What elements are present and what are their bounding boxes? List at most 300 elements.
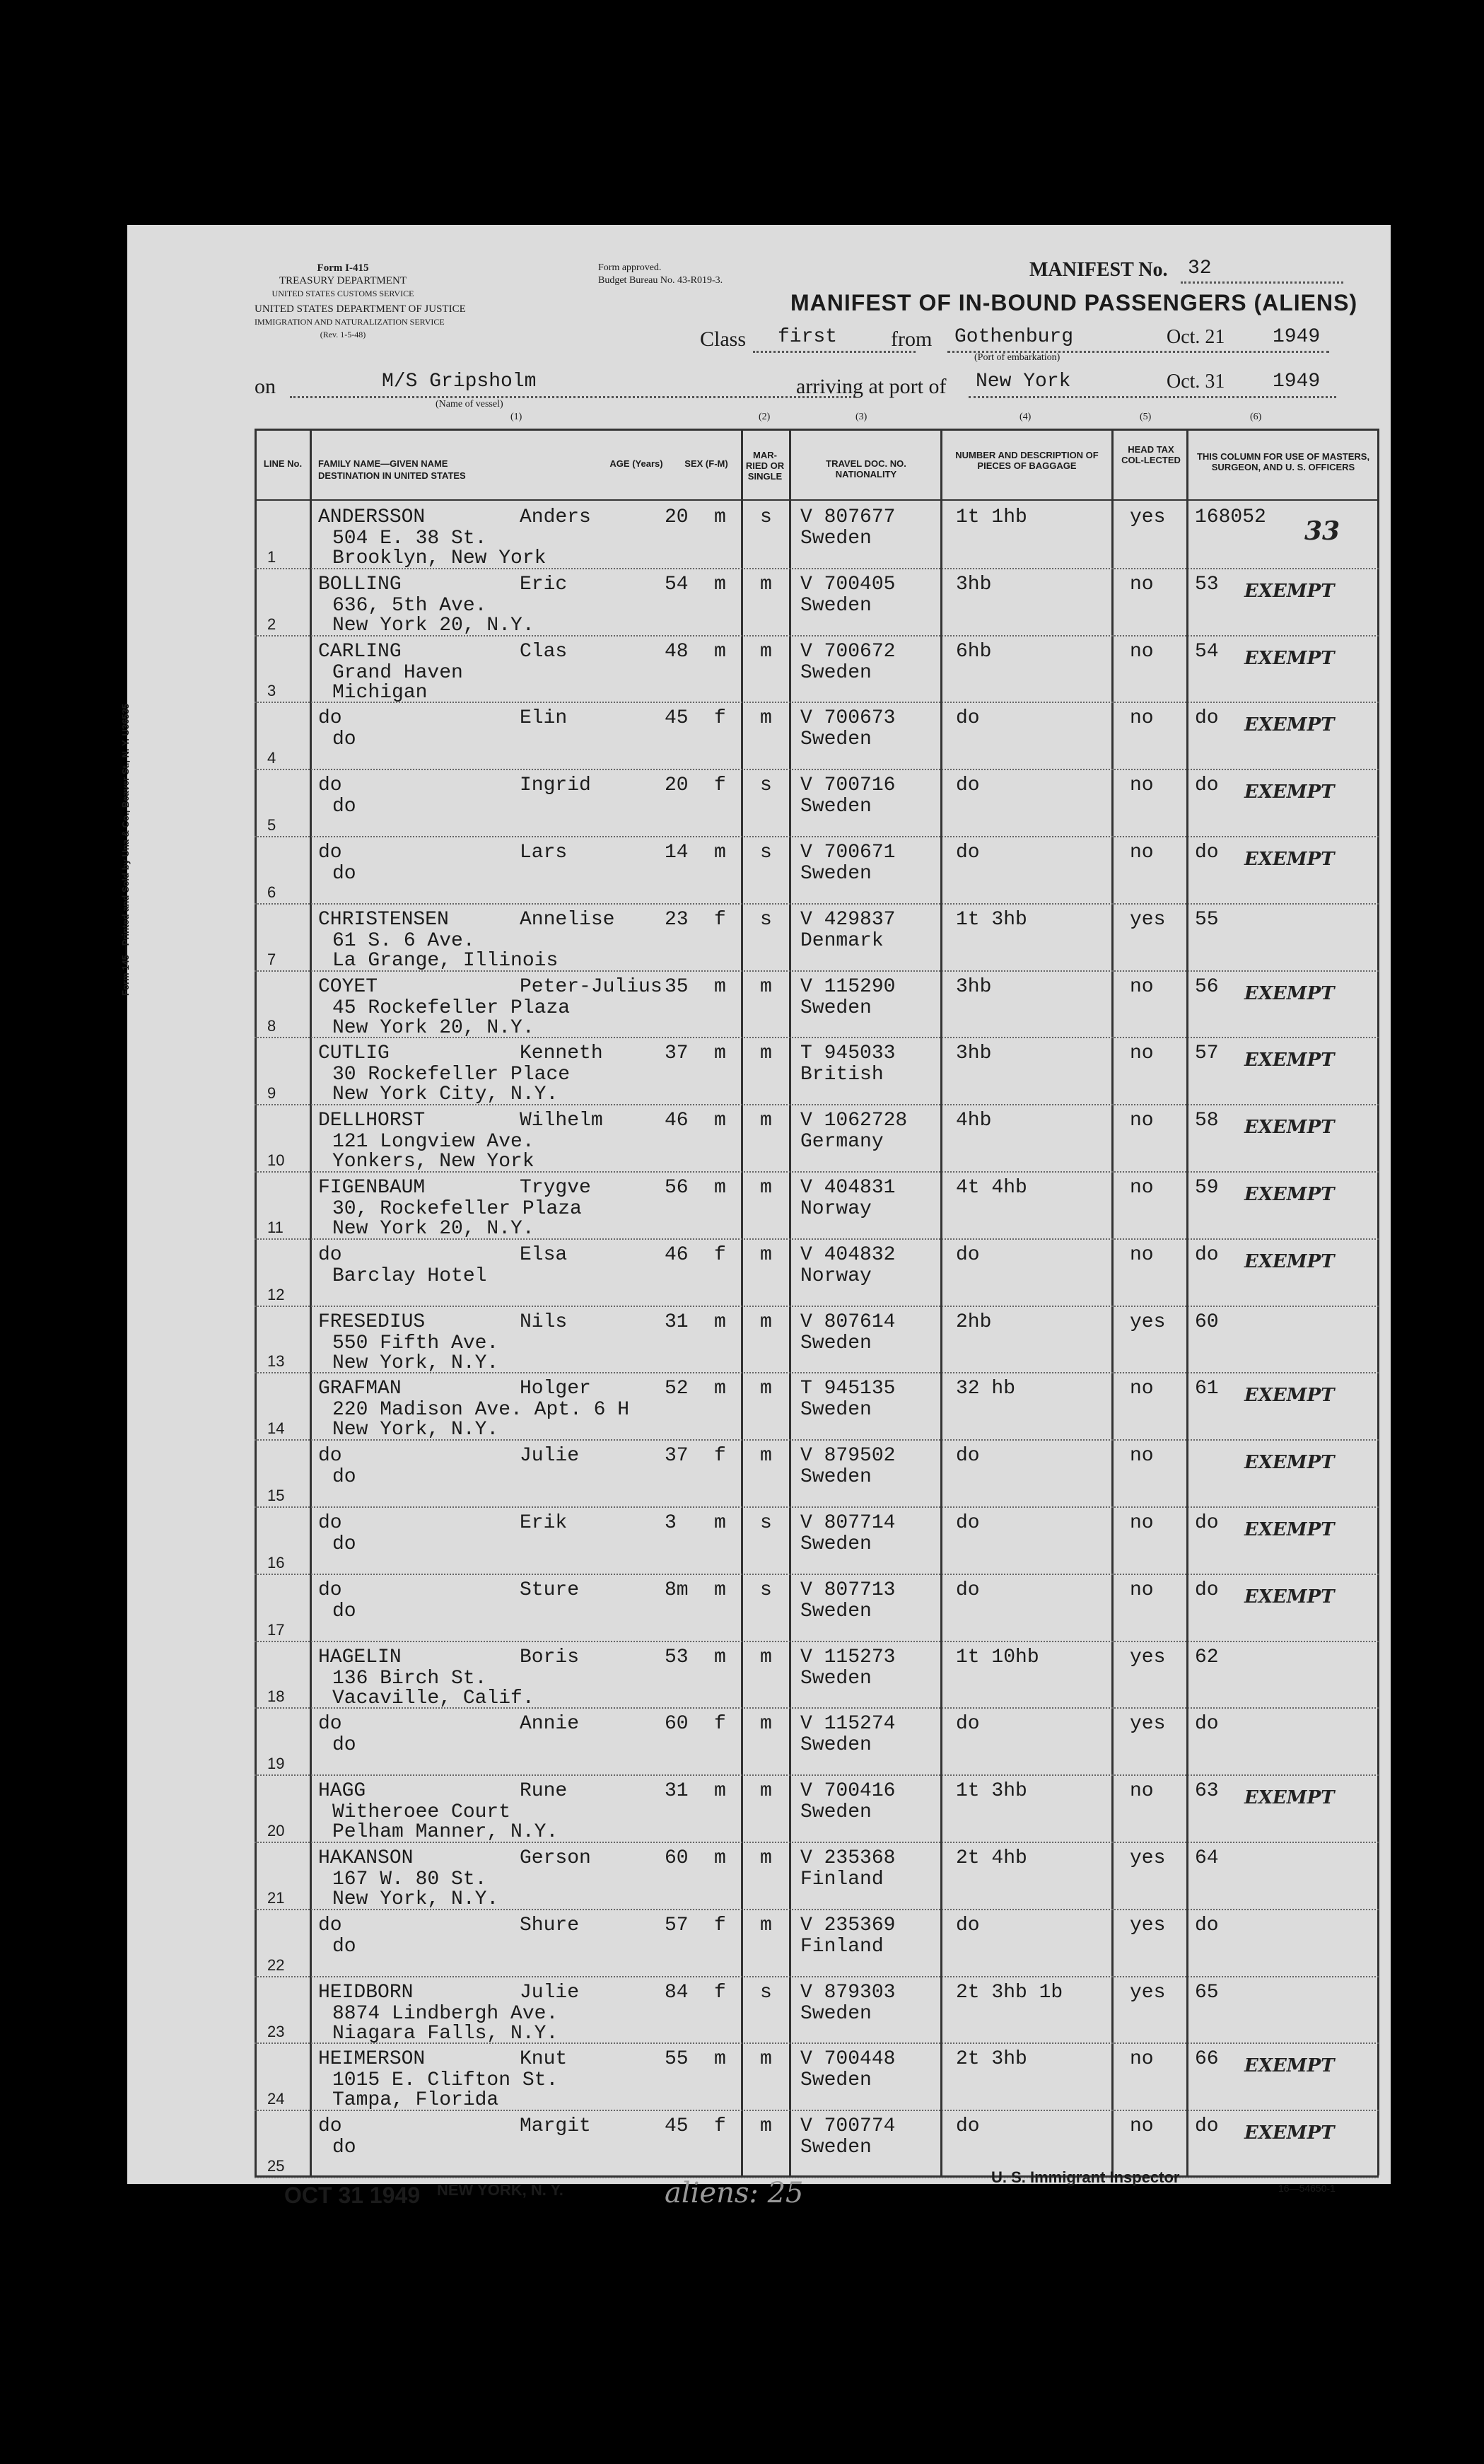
destination-line-1: do xyxy=(332,1533,356,1555)
age: 37 xyxy=(665,1042,689,1065)
officer-number: do xyxy=(1195,1243,1219,1266)
line-number: 9 xyxy=(267,1084,276,1103)
sex: m xyxy=(714,1579,726,1601)
head-tax: no xyxy=(1130,1512,1154,1534)
col-header-name: FAMILY NAME—GIVEN NAME xyxy=(318,458,448,469)
age: 23 xyxy=(665,908,689,931)
on-label: on xyxy=(255,375,276,398)
inspector-label: U. S. Immigrant Inspector xyxy=(991,2168,1180,2186)
given-name: Annelise xyxy=(520,908,615,931)
baggage: 4hb xyxy=(956,1110,992,1132)
destination-line-1: 220 Madison Ave. Apt. 6 H xyxy=(332,1399,630,1422)
age: 60 xyxy=(665,1847,689,1869)
sex: m xyxy=(714,2048,726,2071)
given-name: Knut xyxy=(520,2048,568,2071)
nationality: Norway xyxy=(800,1265,872,1287)
line-number: 12 xyxy=(267,1285,285,1303)
destination-line-1: do xyxy=(332,728,356,751)
given-name: Kenneth xyxy=(520,1042,603,1065)
col-header-officers: THIS COLUMN FOR USE OF MASTERS, SURGEON, AND U. S. OFFICERS xyxy=(1196,451,1370,472)
family-name: ANDERSSON xyxy=(318,506,426,528)
line-number: 21 xyxy=(267,1888,285,1907)
family-name: do xyxy=(318,1914,342,1936)
officer-number: 168052 xyxy=(1195,506,1266,528)
line-number: 5 xyxy=(267,816,276,834)
baggage: 2t 3hb xyxy=(956,2048,1027,2071)
marital-status: s xyxy=(760,908,772,931)
sex: m xyxy=(714,640,726,663)
marital-status: m xyxy=(760,573,772,595)
given-name: Sture xyxy=(520,1579,580,1601)
given-name: Gerson xyxy=(520,1847,591,1869)
marital-status: s xyxy=(760,1579,772,1601)
line-number: 4 xyxy=(267,749,276,767)
col-num: (6) xyxy=(1250,412,1262,422)
given-name: Boris xyxy=(520,1646,580,1668)
aliens-note: aliens: 25 xyxy=(665,2177,804,2209)
from-value: Gothenburg xyxy=(954,326,1074,348)
col-header-travel: TRAVEL DOC. NO. NATIONALITY xyxy=(826,458,906,480)
age: 31 xyxy=(665,1311,689,1333)
line-number: 7 xyxy=(267,950,276,968)
destination-line-2: New York, N.Y. xyxy=(332,1888,499,1910)
sex: f xyxy=(714,1243,726,1266)
col-header-married: MAR-RIED OR SINGLE xyxy=(745,450,785,482)
destination-line-1: 45 Rockefeller Plaza xyxy=(332,996,571,1019)
destination-line-1: 636, 5th Ave. xyxy=(332,594,487,617)
given-name: Clas xyxy=(520,640,568,663)
col-num: (2) xyxy=(759,412,771,422)
marital-status: m xyxy=(760,1646,772,1668)
col-num: (4) xyxy=(1019,412,1032,422)
manifest-page xyxy=(120,225,1391,2209)
travel-doc-no: V 807714 xyxy=(800,1512,896,1534)
head-tax: no xyxy=(1130,842,1154,864)
head-tax: no xyxy=(1130,774,1154,797)
col-header-age: AGE (Years) xyxy=(609,458,663,469)
family-name: do xyxy=(318,1579,342,1601)
baggage: do xyxy=(956,2115,980,2138)
head-tax: no xyxy=(1130,1042,1154,1065)
officer-number: 57 xyxy=(1195,1042,1219,1065)
destination-line-1: 504 E. 38 St. xyxy=(332,528,487,550)
destination-line-2: Tampa, Florida xyxy=(332,2089,499,2112)
baggage: do xyxy=(956,1914,980,1936)
nationality: Sweden xyxy=(800,1734,872,1757)
line-number: 16 xyxy=(267,1553,285,1571)
officer-number: do xyxy=(1195,1579,1219,1601)
age: 37 xyxy=(665,1445,689,1468)
officer-number: 61 xyxy=(1195,1378,1219,1400)
line-number: 3 xyxy=(267,682,276,700)
officer-number: do xyxy=(1195,842,1219,864)
marital-status: m xyxy=(760,1177,772,1199)
destination-line-1: 121 Longview Ave. xyxy=(332,1131,534,1153)
head-tax: no xyxy=(1130,1445,1154,1468)
officer-number: do xyxy=(1195,1512,1219,1534)
baggage: do xyxy=(956,1512,980,1534)
officer-number: 66 xyxy=(1195,2048,1219,2071)
sex: m xyxy=(714,1311,726,1333)
baggage: do xyxy=(956,1445,980,1468)
form-code: 16—54650-1 xyxy=(1278,2183,1336,2194)
destination-line-2: Yonkers, New York xyxy=(332,1151,534,1173)
stamp-place: NEW YORK, N. Y. xyxy=(437,2181,563,2199)
sex: m xyxy=(714,1042,726,1065)
officer-number: 60 xyxy=(1195,1311,1219,1333)
destination-line-2: New York, N.Y. xyxy=(332,1419,499,1441)
baggage: 1t 3hb xyxy=(956,908,1027,931)
nationality: Sweden xyxy=(800,1667,872,1690)
baggage: 4t 4hb xyxy=(956,1177,1027,1199)
age: 53 xyxy=(665,1646,689,1668)
nationality: Sweden xyxy=(800,728,872,751)
family-name: do xyxy=(318,707,342,730)
marital-status: m xyxy=(760,1311,772,1333)
destination-line-2: Michigan xyxy=(332,681,428,704)
sex: f xyxy=(714,908,726,931)
side-print: Form 145—Printed and Sold by Una & Co., Beaver St., N. Y. U36535 xyxy=(120,704,131,996)
head-tax: yes xyxy=(1130,1311,1166,1333)
port-embark-note: (Port of embarkation) xyxy=(974,352,1061,363)
sex: m xyxy=(714,1512,726,1534)
travel-doc-no: V 115273 xyxy=(800,1646,896,1668)
given-name: Julie xyxy=(520,1981,580,2004)
marital-status: m xyxy=(760,2048,772,2071)
destination-line-2: Brooklyn, New York xyxy=(332,547,547,569)
age: 48 xyxy=(665,640,689,663)
given-name: Shure xyxy=(520,1914,580,1936)
baggage: 1t 1hb xyxy=(956,506,1027,528)
head-tax: no xyxy=(1130,573,1154,595)
baggage: 1t 3hb xyxy=(956,1780,1027,1803)
line-number: 18 xyxy=(267,1687,285,1706)
family-name: do xyxy=(318,2115,342,2138)
sex: f xyxy=(714,774,726,797)
travel-doc-no: V 115274 xyxy=(800,1713,896,1736)
baggage: do xyxy=(956,842,980,864)
destination-line-2: Pelham Manner, N.Y. xyxy=(332,1821,559,1844)
family-name: CUTLIG xyxy=(318,1042,390,1065)
officer-number: 56 xyxy=(1195,975,1219,998)
head-tax: no xyxy=(1130,2115,1154,2138)
given-name: Nils xyxy=(520,1311,568,1333)
arrive-year: 1949 xyxy=(1273,371,1321,393)
marital-status: m xyxy=(760,1042,772,1065)
age: 52 xyxy=(665,1378,689,1400)
sex: m xyxy=(714,1780,726,1803)
family-name: HAKANSON xyxy=(318,1847,414,1869)
travel-doc-no: V 1062728 xyxy=(800,1110,908,1132)
given-name: Elsa xyxy=(520,1243,568,1266)
given-name: Julie xyxy=(520,1445,580,1468)
col-header-sex: SEX (F-M) xyxy=(684,458,728,469)
line-number: 8 xyxy=(267,1017,276,1035)
nationality: Sweden xyxy=(800,2137,872,2159)
line-number: 6 xyxy=(267,883,276,901)
marital-status: m xyxy=(760,1914,772,1936)
family-name: CHRISTENSEN xyxy=(318,908,449,931)
exempt-note: EXEMPT xyxy=(1244,2122,1335,2144)
destination-line-1: 550 Fifth Ave. xyxy=(332,1332,499,1354)
nationality: Finland xyxy=(800,1869,884,1890)
travel-doc-no: V 807713 xyxy=(800,1579,896,1601)
destination-line-1: do xyxy=(332,1466,356,1489)
line-number: 13 xyxy=(267,1352,285,1371)
marital-status: m xyxy=(760,1243,772,1266)
baggage: do xyxy=(956,707,980,730)
age: 45 xyxy=(665,707,689,730)
destination-line-2: New York, N.Y. xyxy=(332,1352,499,1374)
head-tax: yes xyxy=(1130,1847,1166,1869)
destination-line-1: Grand Haven xyxy=(332,661,463,684)
given-name: Holger xyxy=(520,1378,591,1400)
age: 46 xyxy=(665,1110,689,1132)
age: 55 xyxy=(665,2048,689,2071)
travel-doc-no: V 807677 xyxy=(800,506,896,528)
nationality: Sweden xyxy=(800,2069,872,2092)
sex: m xyxy=(714,1378,726,1400)
given-name: Erik xyxy=(520,1512,568,1534)
destination-line-2: New York 20, N.Y. xyxy=(332,1016,534,1039)
head-tax: yes xyxy=(1130,1713,1166,1736)
sex: f xyxy=(714,1445,726,1468)
family-name: HEIMERSON xyxy=(318,2048,426,2071)
marital-status: m xyxy=(760,1780,772,1803)
line-number: 20 xyxy=(267,1822,285,1840)
travel-doc-no: T 945033 xyxy=(800,1042,896,1065)
destination-line-1: 8874 Lindbergh Ave. xyxy=(332,2002,559,2025)
baggage: do xyxy=(956,1579,980,1601)
family-name: do xyxy=(318,774,342,797)
travel-doc-no: V 115290 xyxy=(800,975,896,998)
exempt-note: EXEMPT xyxy=(1244,714,1335,736)
sex: m xyxy=(714,975,726,998)
nationality: Sweden xyxy=(800,1466,872,1489)
destination-line-1: do xyxy=(332,863,356,885)
nationality: Sweden xyxy=(800,1399,872,1422)
baggage: 1t 10hb xyxy=(956,1646,1039,1668)
given-name: Lars xyxy=(520,842,568,864)
nationality: Denmark xyxy=(800,929,884,952)
sex: f xyxy=(714,1713,726,1736)
age: 8m xyxy=(665,1579,689,1601)
head-tax: no xyxy=(1130,707,1154,730)
travel-doc-no: V 235368 xyxy=(800,1847,896,1869)
nationality: Sweden xyxy=(800,796,872,818)
exempt-note: EXEMPT xyxy=(1244,647,1335,669)
marital-status: m xyxy=(760,640,772,663)
head-tax: no xyxy=(1130,975,1154,998)
family-name: BOLLING xyxy=(318,573,402,595)
exempt-note: EXEMPT xyxy=(1244,849,1335,870)
marital-status: m xyxy=(760,1713,772,1736)
family-name: HEIDBORN xyxy=(318,1981,414,2004)
age: 31 xyxy=(665,1780,689,1803)
marital-status: m xyxy=(760,1110,772,1132)
officer-note: 33 xyxy=(1304,516,1340,546)
head-tax: no xyxy=(1130,2048,1154,2071)
arriving-label: arriving at port of xyxy=(796,375,947,398)
officer-number: 53 xyxy=(1195,573,1219,595)
line-number: 15 xyxy=(267,1487,285,1504)
baggage: 2hb xyxy=(956,1311,992,1333)
exempt-note: EXEMPT xyxy=(1244,2055,1335,2077)
head-tax: yes xyxy=(1130,1981,1166,2004)
from-label: from xyxy=(891,327,933,351)
age: 3 xyxy=(665,1512,677,1534)
family-name: do xyxy=(318,1445,342,1468)
line-number: 1 xyxy=(267,547,276,566)
baggage: 3hb xyxy=(956,573,992,595)
travel-doc-no: V 700416 xyxy=(800,1780,896,1803)
travel-doc-no: V 429837 xyxy=(800,908,896,931)
destination-line-1: Barclay Hotel xyxy=(332,1265,487,1287)
arrive-date: Oct. 31 xyxy=(1167,371,1225,393)
embark-year: 1949 xyxy=(1273,326,1321,348)
baggage: 2t 3hb 1b xyxy=(956,1981,1063,2004)
exempt-note: EXEMPT xyxy=(1244,781,1335,803)
given-name: Peter-Julius xyxy=(520,975,662,998)
baggage: 3hb xyxy=(956,975,992,998)
nationality: Norway xyxy=(800,1198,872,1220)
col-num: (5) xyxy=(1140,412,1152,422)
exempt-note: EXEMPT xyxy=(1244,1385,1335,1407)
officer-number: 58 xyxy=(1195,1110,1219,1132)
head-tax: no xyxy=(1130,1780,1154,1803)
given-name: Anders xyxy=(520,506,591,528)
destination-line-1: 136 Birch St. xyxy=(332,1667,487,1690)
marital-status: s xyxy=(760,1981,772,2004)
col-num: (3) xyxy=(855,412,867,422)
travel-doc-no: V 700716 xyxy=(800,774,896,797)
nationality: Sweden xyxy=(800,863,872,885)
manifest-no-label: MANIFEST No. xyxy=(1029,259,1168,281)
family-name: do xyxy=(318,1243,342,1266)
marital-status: m xyxy=(760,1847,772,1869)
exempt-note: EXEMPT xyxy=(1244,1586,1335,1608)
officer-number: 62 xyxy=(1195,1646,1219,1668)
travel-doc-no: V 404831 xyxy=(800,1177,896,1199)
given-name: Annie xyxy=(520,1713,580,1736)
sex: m xyxy=(714,1847,726,1869)
baggage: do xyxy=(956,1243,980,1266)
officer-number: 65 xyxy=(1195,1981,1219,2004)
head-tax: no xyxy=(1130,1579,1154,1601)
exempt-note: EXEMPT xyxy=(1244,1787,1335,1809)
marital-status: s xyxy=(760,774,772,797)
age: 20 xyxy=(665,774,689,797)
marital-status: s xyxy=(760,1512,772,1534)
col-header-dest: DESTINATION IN UNITED STATES xyxy=(318,470,466,481)
travel-doc-no: V 404832 xyxy=(800,1243,896,1266)
col-header-tax: HEAD TAX COL-LECTED xyxy=(1121,444,1181,465)
family-name: HAGELIN xyxy=(318,1646,402,1668)
embark-date: Oct. 21 xyxy=(1167,326,1225,348)
travel-doc-no: V 700671 xyxy=(800,842,896,864)
exempt-note: EXEMPT xyxy=(1244,580,1335,602)
baggage: 2t 4hb xyxy=(956,1847,1027,1869)
marital-status: m xyxy=(760,1378,772,1400)
line-number: 22 xyxy=(267,1955,285,1974)
age: 60 xyxy=(665,1713,689,1736)
family-name: DELLHORST xyxy=(318,1110,426,1132)
col-header-line: LINE No. xyxy=(263,458,303,469)
age: 46 xyxy=(665,1243,689,1266)
head-tax: no xyxy=(1130,1243,1154,1266)
head-tax: no xyxy=(1130,640,1154,663)
age: 54 xyxy=(665,573,689,595)
head-tax: no xyxy=(1130,1378,1154,1400)
nationality: Sweden xyxy=(800,1801,872,1824)
nationality: Sweden xyxy=(800,1332,872,1354)
given-name: Trygve xyxy=(520,1177,591,1199)
given-name: Margit xyxy=(520,2115,591,2138)
age: 20 xyxy=(665,506,689,528)
sex: m xyxy=(714,506,726,528)
age: 56 xyxy=(665,1177,689,1199)
line-number: 25 xyxy=(267,2157,285,2175)
manifest-no-value: 32 xyxy=(1188,257,1212,279)
officer-number: do xyxy=(1195,1914,1219,1936)
destination-line-1: do xyxy=(332,1734,356,1757)
officer-number: do xyxy=(1195,707,1219,730)
travel-doc-no: V 700672 xyxy=(800,640,896,663)
age: 14 xyxy=(665,842,689,864)
sex: f xyxy=(714,707,726,730)
line-number: 10 xyxy=(267,1151,285,1169)
nationality: Sweden xyxy=(800,1600,872,1622)
exempt-note: EXEMPT xyxy=(1244,1519,1335,1540)
destination-line-1: do xyxy=(332,1600,356,1622)
col-header-baggage: NUMBER AND DESCRIPTION OF PIECES OF BAGGAGE xyxy=(955,450,1099,471)
baggage: do xyxy=(956,1713,980,1736)
line-number: 14 xyxy=(267,1419,285,1438)
destination-line-1: 1015 E. Clifton St. xyxy=(332,2069,559,2092)
travel-doc-no: V 700405 xyxy=(800,573,896,595)
destination-line-2: New York 20, N.Y. xyxy=(332,614,534,637)
travel-doc-no: T 945135 xyxy=(800,1378,896,1400)
head-tax: no xyxy=(1130,1177,1154,1199)
marital-status: m xyxy=(760,707,772,730)
head-tax: yes xyxy=(1130,1914,1166,1936)
baggage: 3hb xyxy=(956,1042,992,1065)
sex: f xyxy=(714,1914,726,1936)
baggage: do xyxy=(956,774,980,797)
destination-line-1: 61 S. 6 Ave. xyxy=(332,929,475,952)
line-number: 11 xyxy=(267,1218,284,1236)
nationality: Sweden xyxy=(800,528,872,550)
form-header-left-2: UNITED STATES DEPARTMENT OF JUSTICE IMMIGRATION AND NATURALIZATION SERVICE (Rev. 1-5-48) xyxy=(255,303,466,339)
given-name: Rune xyxy=(520,1780,568,1803)
exempt-note: EXEMPT xyxy=(1244,1184,1335,1205)
family-name: do xyxy=(318,1713,342,1736)
head-tax: yes xyxy=(1130,1646,1166,1668)
travel-doc-no: V 879303 xyxy=(800,1981,896,2004)
sex: m xyxy=(714,573,726,595)
marital-status: m xyxy=(760,2115,772,2138)
vessel-name: M/S Gripsholm xyxy=(382,371,537,393)
nationality: Sweden xyxy=(800,1533,872,1555)
officer-number: 55 xyxy=(1195,908,1219,931)
age: 57 xyxy=(665,1914,689,1936)
age: 84 xyxy=(665,1981,689,2004)
officer-number: do xyxy=(1195,2115,1219,2138)
nationality: Finland xyxy=(800,1935,884,1958)
destination-line-1: Witheroee Court xyxy=(332,1801,511,1824)
destination-line-1: 167 W. 80 St. xyxy=(332,1869,487,1890)
marital-status: s xyxy=(760,842,772,864)
